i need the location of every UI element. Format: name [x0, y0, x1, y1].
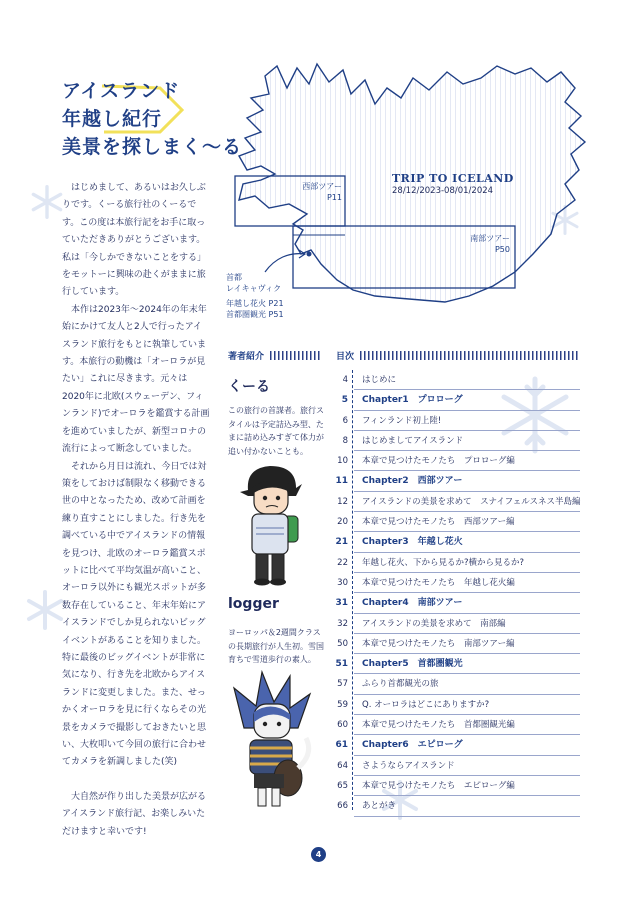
heading-rule	[270, 351, 320, 360]
toc-row[interactable]	[330, 553, 580, 573]
authors-heading	[228, 349, 320, 362]
author-name: logger	[228, 596, 279, 612]
page-number: 4	[311, 847, 326, 862]
south-tour-page: P50	[494, 245, 510, 254]
toc-page-number: 61	[335, 740, 348, 751]
intro-paragraph: はじめまして、あるいはお久しぶりです。くーる旅行社のくーるです。この度は本旅行記をお手に取っていただきありがとうございます。私は「今しかできないことをする」をモットーに興味の赴くがままに旅行しています。	[62, 183, 207, 298]
toc-entry-title: アイスランドの美景を求めて 南部編	[362, 618, 506, 629]
toc-entry-title: ふらり首都観光の旅	[362, 679, 439, 690]
toc-page-number: 64	[337, 760, 348, 771]
toc-entry-title: 本章で見つけたモノたち エピローグ編	[362, 780, 515, 791]
toc-page-number: 32	[337, 618, 348, 629]
toc-row[interactable]	[330, 451, 580, 471]
toc-page-number: 22	[337, 557, 348, 568]
toc-chapter-row[interactable]	[330, 390, 580, 410]
toc-row[interactable]	[330, 492, 580, 512]
toc-entry-title: Q. オーロラはどこにありますか?	[362, 699, 490, 710]
page-title-line3: 美景を探しまく〜る	[62, 136, 243, 158]
toc-row[interactable]	[330, 796, 580, 816]
toc-chapter-row[interactable]	[330, 735, 580, 755]
toc-row[interactable]	[330, 756, 580, 776]
toc-page-number: 6	[342, 415, 348, 426]
toc-entry-title: さようならアイスランド	[362, 760, 455, 771]
toc-heading	[336, 349, 578, 362]
toc-page-number: 51	[335, 659, 348, 670]
heading-rule	[360, 351, 578, 360]
intro-paragraph: 本作は2023年〜2024年の年末年始にかけて友人と2人で行ったアイスランド旅行をもとに執筆しています。本旅行の動機は「オーロラが見たい」これに尽きます。元々は2020年に北欧(スウェーデン、フィンランド)でオーロラを鑑賞する計画を進めていましたが、新型コロナの流行によって断念していました。	[62, 304, 210, 455]
toc-page-number: 60	[337, 720, 348, 731]
south-tour-name: 南部ツアー	[470, 234, 510, 243]
table-of-contents	[330, 370, 580, 817]
intro-text	[62, 180, 210, 841]
trip-title: TRIP TO ICELAND	[392, 172, 514, 185]
toc-page-number: 30	[337, 577, 348, 588]
toc-entry-title: 年越し花火、下から見るか?横から見るか?	[362, 557, 525, 568]
toc-entry-title: 本章で見つけたモノたち 南部ツアー編	[362, 638, 515, 649]
toc-entry-title: あとがき	[362, 801, 397, 812]
toc-row[interactable]	[330, 370, 580, 390]
toc-entry-title: 本章で見つけたモノたち 首都圏観光編	[362, 720, 515, 731]
toc-chapter-row[interactable]	[330, 654, 580, 674]
toc-row[interactable]	[330, 512, 580, 532]
capital-label: 首都	[226, 273, 242, 282]
toc-page-number: 20	[337, 517, 348, 528]
page-title-line1: アイスランド	[62, 80, 181, 102]
map-label-west	[290, 181, 342, 203]
map-label-south	[458, 233, 510, 255]
toc-entry-title: Chapter1 プロローグ	[362, 395, 463, 406]
author-illustration-kool	[236, 462, 306, 587]
toc-page-number: 59	[337, 699, 348, 710]
toc-row[interactable]	[330, 715, 580, 735]
toc-entry-title: アイスランドの美景を求めて スナイフェルスネス半島編	[362, 496, 581, 507]
trip-dates: 28/12/2023-08/01/2024	[392, 186, 494, 196]
toc-page-number: 10	[337, 456, 348, 467]
intro-paragraph: 大自然が作り出した美景が広がるアイスランド旅行記、お楽しみいただけますと幸いです!	[62, 791, 207, 837]
toc-row[interactable]	[330, 431, 580, 451]
toc-page-number: 65	[337, 780, 348, 791]
toc-entry-title: 本章で見つけたモノたち 西部ツアー編	[362, 517, 515, 528]
toc-heading-text: 目次	[336, 352, 355, 362]
toc-row[interactable]	[330, 776, 580, 796]
toc-row[interactable]	[330, 695, 580, 715]
toc-entry-title: はじめましてアイスランド	[362, 435, 464, 446]
toc-row[interactable]	[330, 634, 580, 654]
toc-entry-title: Chapter2 西部ツアー	[362, 476, 463, 487]
toc-chapter-row[interactable]	[330, 471, 580, 491]
toc-row[interactable]	[330, 674, 580, 694]
toc-page-number: 66	[337, 801, 348, 812]
toc-entry-title: フィンランド初上陸!	[362, 415, 442, 426]
author-description: ヨーロッパ＆2週間クラスの長期旅行が人生初。雪国育ちで雪道歩行の素人。	[228, 628, 324, 664]
toc-page-number: 57	[337, 679, 348, 690]
author-name: くーる	[228, 379, 270, 395]
toc-chapter-row[interactable]	[330, 532, 580, 552]
author-illustration-logger	[228, 668, 318, 813]
toc-chapter-row[interactable]	[330, 593, 580, 613]
toc-entry-title: 本章で見つけたモノたち プロローグ編	[362, 456, 515, 467]
toc-entry-title: Chapter5 首都圏観光	[362, 659, 463, 670]
toc-page-number: 8	[342, 435, 348, 446]
toc-page-number: 5	[341, 395, 348, 406]
toc-page-number: 21	[335, 537, 348, 548]
toc-page-number: 12	[337, 496, 348, 507]
toc-row[interactable]	[330, 411, 580, 431]
page-title-line2: 年越し紀行	[62, 108, 163, 130]
snowflake-icon	[25, 590, 65, 630]
toc-row[interactable]	[330, 573, 580, 593]
toc-entry-title: はじめに	[362, 375, 397, 385]
map-label-capital	[226, 272, 284, 320]
intro-paragraph: それから月日は流れ、今日では対策をしておけば制限なく移動できる世の中となったため、改めて計画を練り直すことにしました。行き先を調べている中でアイスランドの情報を見つけ、北欧のオーロラ鑑賞スポットに比べて平均気温が高いこと、オーロラ以外にも観光スポットが多数存在していること、年末年始にアイスランドでしか見られないビッグイベントがあることを知りました。特に最後のビッグイベントが非常に気になり、行き先を北欧からアイスランドに変更しました。また、せっかくオーロラを見に行くならその光景をカメラで撮影しておきたいと思い、大枚叩いて今回の旅行に合わせてカメラを新調しました(笑)	[62, 461, 207, 768]
west-tour-page: P11	[326, 193, 342, 202]
toc-entry-title: 本章で見つけたモノたち 年越し花火編	[362, 577, 515, 588]
toc-page-number: 4	[342, 375, 348, 385]
toc-page-number: 31	[335, 598, 348, 609]
snowflake-icon	[30, 185, 64, 219]
toc-page-number: 50	[337, 638, 348, 649]
capital-name: レイキャヴィク	[226, 284, 282, 293]
authors-heading-text: 著者紹介	[228, 352, 265, 362]
author-description: この旅行の首謀者。旅行スタイルは予定詰込み型、たまに詰め込みすぎて体力が追い付かないことも。	[228, 406, 324, 456]
toc-entry-title: Chapter4 南部ツアー	[362, 598, 463, 609]
toc-row[interactable]	[330, 614, 580, 634]
west-tour-name: 西部ツアー	[302, 182, 342, 191]
toc-page-number: 11	[335, 476, 348, 487]
capital-tour: 首都圏観光 P51	[226, 310, 284, 319]
capital-fireworks: 年越し花火 P21	[226, 299, 284, 308]
toc-entry-title: Chapter3 年越し花火	[362, 537, 463, 548]
toc-entry-title: Chapter6 エピローグ	[362, 740, 463, 751]
